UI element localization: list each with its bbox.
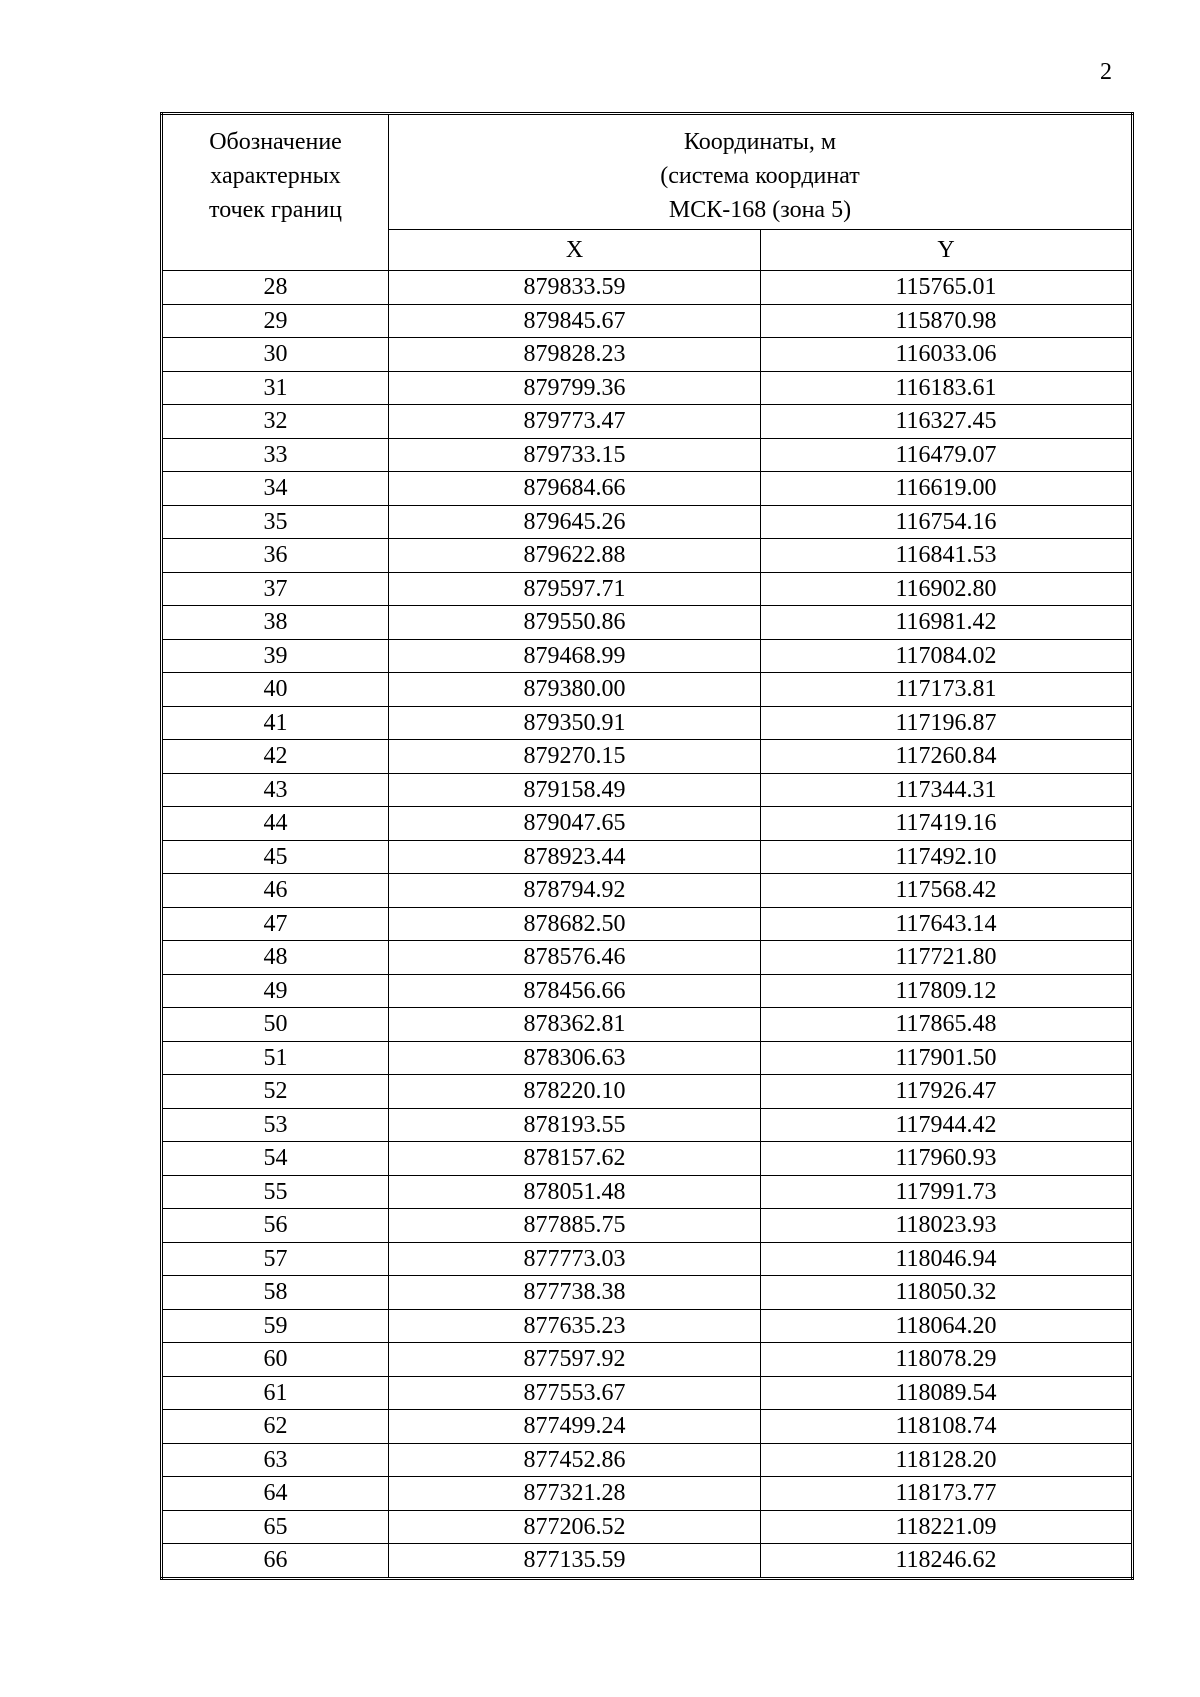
- table-row: [162, 1544, 1133, 1579]
- y-coordinate-cell: 118089.54: [761, 1376, 1133, 1410]
- point-number-cell: 39: [162, 639, 389, 673]
- y-coordinate-cell: 118246.62: [761, 1544, 1133, 1579]
- x-coordinate-cell: 879158.49: [389, 773, 761, 807]
- y-coordinate-cell: 118023.93: [761, 1209, 1133, 1243]
- point-number-cell: 56: [162, 1209, 389, 1243]
- y-coordinate-cell: 118064.20: [761, 1309, 1133, 1343]
- point-number-cell: 47: [162, 907, 389, 941]
- x-coordinate-cell: 877206.52: [389, 1510, 761, 1544]
- table-row: [162, 1209, 1133, 1243]
- point-number-cell: 60: [162, 1343, 389, 1377]
- x-coordinate-cell: 879597.71: [389, 572, 761, 606]
- table-row: [162, 840, 1133, 874]
- x-coordinate-cell: 878157.62: [389, 1142, 761, 1176]
- point-number-cell: 43: [162, 773, 389, 807]
- y-coordinate-cell: 116981.42: [761, 606, 1133, 640]
- x-coordinate-cell: 879799.36: [389, 371, 761, 405]
- y-column-header: Y: [761, 230, 1133, 271]
- y-coordinate-cell: 115870.98: [761, 304, 1133, 338]
- table-row: [162, 639, 1133, 673]
- y-coordinate-cell: 115765.01: [761, 271, 1133, 305]
- x-coordinate-cell: 879828.23: [389, 338, 761, 372]
- table-row: [162, 338, 1133, 372]
- table-row: [162, 773, 1133, 807]
- x-coordinate-cell: 879622.88: [389, 539, 761, 573]
- table-row: [162, 1376, 1133, 1410]
- x-coordinate-cell: 879833.59: [389, 271, 761, 305]
- y-coordinate-cell: 117492.10: [761, 840, 1133, 874]
- y-coordinate-cell: 116754.16: [761, 505, 1133, 539]
- y-coordinate-cell: 117721.80: [761, 941, 1133, 975]
- table-row: [162, 572, 1133, 606]
- table-header: [162, 114, 1133, 271]
- x-coordinate-cell: 878682.50: [389, 907, 761, 941]
- point-number-cell: 36: [162, 539, 389, 573]
- x-coordinate-cell: 877635.23: [389, 1309, 761, 1343]
- y-coordinate-cell: 118078.29: [761, 1343, 1133, 1377]
- table-row: [162, 1075, 1133, 1109]
- x-coordinate-cell: 879773.47: [389, 405, 761, 439]
- point-number-cell: 62: [162, 1410, 389, 1444]
- table-row: [162, 907, 1133, 941]
- x-coordinate-cell: 879380.00: [389, 673, 761, 707]
- table-row: [162, 1008, 1133, 1042]
- y-coordinate-cell: 117196.87: [761, 706, 1133, 740]
- point-number-cell: 66: [162, 1544, 389, 1579]
- table-row: [162, 1242, 1133, 1276]
- x-coordinate-cell: 877773.03: [389, 1242, 761, 1276]
- point-number-cell: 34: [162, 472, 389, 506]
- point-number-cell: 53: [162, 1108, 389, 1142]
- x-coordinate-cell: 879468.99: [389, 639, 761, 673]
- table-row: [162, 941, 1133, 975]
- y-coordinate-cell: 116183.61: [761, 371, 1133, 405]
- x-coordinate-cell: 877321.28: [389, 1477, 761, 1511]
- coord-header-line-1: Координаты, м: [683, 129, 837, 155]
- point-number-cell: 59: [162, 1309, 389, 1343]
- point-designation-header: [162, 114, 389, 271]
- point-number-cell: 38: [162, 606, 389, 640]
- y-coordinate-cell: 118046.94: [761, 1242, 1133, 1276]
- table-row: [162, 405, 1133, 439]
- point-number-cell: 57: [162, 1242, 389, 1276]
- point-number-cell: 35: [162, 505, 389, 539]
- point-number-cell: 32: [162, 405, 389, 439]
- table-row: [162, 673, 1133, 707]
- page-number: 2: [1100, 59, 1112, 85]
- x-coordinate-cell: 879350.91: [389, 706, 761, 740]
- x-coordinate-cell: 877597.92: [389, 1343, 761, 1377]
- point-header-line-3: точек границ: [209, 197, 342, 223]
- point-number-cell: 48: [162, 941, 389, 975]
- table-row: [162, 1142, 1133, 1176]
- y-coordinate-cell: 116902.80: [761, 572, 1133, 606]
- table-row: [162, 1443, 1133, 1477]
- point-number-cell: 30: [162, 338, 389, 372]
- x-coordinate-cell: 879733.15: [389, 438, 761, 472]
- x-coordinate-cell: 877553.67: [389, 1376, 761, 1410]
- x-coordinate-cell: 878220.10: [389, 1075, 761, 1109]
- x-coordinate-cell: 879550.86: [389, 606, 761, 640]
- y-coordinate-cell: 117809.12: [761, 974, 1133, 1008]
- y-coordinate-cell: 117926.47: [761, 1075, 1133, 1109]
- point-number-cell: 40: [162, 673, 389, 707]
- x-coordinate-cell: 879845.67: [389, 304, 761, 338]
- point-number-cell: 51: [162, 1041, 389, 1075]
- point-number-cell: 41: [162, 706, 389, 740]
- table-row: [162, 807, 1133, 841]
- point-number-cell: 44: [162, 807, 389, 841]
- y-coordinate-cell: 118108.74: [761, 1410, 1133, 1444]
- table-row: [162, 1041, 1133, 1075]
- point-number-cell: 33: [162, 438, 389, 472]
- point-header-line-1: Обозначение: [209, 129, 342, 155]
- table-row: [162, 1108, 1133, 1142]
- table-row: [162, 606, 1133, 640]
- table-row: [162, 1343, 1133, 1377]
- point-number-cell: 31: [162, 371, 389, 405]
- x-coordinate-cell: 878794.92: [389, 874, 761, 908]
- y-coordinate-cell: 118173.77: [761, 1477, 1133, 1511]
- point-number-cell: 28: [162, 271, 389, 305]
- x-coordinate-cell: 878576.46: [389, 941, 761, 975]
- y-coordinate-cell: 117568.42: [761, 874, 1133, 908]
- y-coordinate-cell: 117260.84: [761, 740, 1133, 774]
- table-row: [162, 505, 1133, 539]
- y-coordinate-cell: 117419.16: [761, 807, 1133, 841]
- y-coordinate-cell: 117901.50: [761, 1041, 1133, 1075]
- table-row: [162, 271, 1133, 305]
- point-header-line-2: характерных: [210, 163, 341, 189]
- y-coordinate-cell: 117991.73: [761, 1175, 1133, 1209]
- point-number-cell: 54: [162, 1142, 389, 1176]
- x-coordinate-cell: 879047.65: [389, 807, 761, 841]
- table-row: [162, 1477, 1133, 1511]
- point-number-cell: 50: [162, 1008, 389, 1042]
- table-row: [162, 371, 1133, 405]
- point-number-cell: 29: [162, 304, 389, 338]
- x-coordinate-cell: 878456.66: [389, 974, 761, 1008]
- table-row: [162, 706, 1133, 740]
- y-coordinate-cell: 117344.31: [761, 773, 1133, 807]
- table-row: [162, 740, 1133, 774]
- point-number-cell: 45: [162, 840, 389, 874]
- x-coordinate-cell: 879645.26: [389, 505, 761, 539]
- x-coordinate-cell: 877885.75: [389, 1209, 761, 1243]
- x-column-header: X: [389, 230, 761, 271]
- y-coordinate-cell: 116479.07: [761, 438, 1133, 472]
- y-coordinate-cell: 118050.32: [761, 1276, 1133, 1310]
- x-coordinate-cell: 877738.38: [389, 1276, 761, 1310]
- y-coordinate-cell: 117865.48: [761, 1008, 1133, 1042]
- point-number-cell: 52: [162, 1075, 389, 1109]
- point-number-cell: 46: [162, 874, 389, 908]
- x-coordinate-cell: 877452.86: [389, 1443, 761, 1477]
- table-row: [162, 1410, 1133, 1444]
- x-coordinate-cell: 878362.81: [389, 1008, 761, 1042]
- x-coordinate-cell: 878923.44: [389, 840, 761, 874]
- x-coordinate-cell: 878051.48: [389, 1175, 761, 1209]
- point-number-cell: 42: [162, 740, 389, 774]
- table-row: [162, 304, 1133, 338]
- point-number-cell: 58: [162, 1276, 389, 1310]
- y-coordinate-cell: 117084.02: [761, 639, 1133, 673]
- point-number-cell: 65: [162, 1510, 389, 1544]
- coordinates-table: [160, 112, 1134, 1580]
- x-coordinate-cell: 877499.24: [389, 1410, 761, 1444]
- coord-header-line-3: МСК-168 (зона 5): [668, 197, 852, 223]
- y-coordinate-cell: 116033.06: [761, 338, 1133, 372]
- table-row: [162, 974, 1133, 1008]
- x-coordinate-cell: 879270.15: [389, 740, 761, 774]
- y-coordinate-cell: 118221.09: [761, 1510, 1133, 1544]
- y-coordinate-cell: 116327.45: [761, 405, 1133, 439]
- y-coordinate-cell: 117960.93: [761, 1142, 1133, 1176]
- point-number-cell: 63: [162, 1443, 389, 1477]
- y-coordinate-cell: 117173.81: [761, 673, 1133, 707]
- point-number-cell: 37: [162, 572, 389, 606]
- y-coordinate-cell: 116841.53: [761, 539, 1133, 573]
- table-row: [162, 1175, 1133, 1209]
- point-number-cell: 55: [162, 1175, 389, 1209]
- point-number-cell: 49: [162, 974, 389, 1008]
- y-coordinate-cell: 118128.20: [761, 1443, 1133, 1477]
- y-coordinate-cell: 117643.14: [761, 907, 1133, 941]
- x-coordinate-cell: 879684.66: [389, 472, 761, 506]
- coord-header-line-2: (система координат: [660, 163, 860, 189]
- x-coordinate-cell: 878193.55: [389, 1108, 761, 1142]
- point-number-cell: 64: [162, 1477, 389, 1511]
- table-row: [162, 539, 1133, 573]
- table-row: [162, 1309, 1133, 1343]
- table-row: [162, 1276, 1133, 1310]
- y-coordinate-cell: 117944.42: [761, 1108, 1133, 1142]
- x-coordinate-cell: 877135.59: [389, 1544, 761, 1579]
- x-coordinate-cell: 878306.63: [389, 1041, 761, 1075]
- y-coordinate-cell: 116619.00: [761, 472, 1133, 506]
- coordinates-group-header: [389, 114, 1133, 230]
- table-row: [162, 472, 1133, 506]
- table-row: [162, 1510, 1133, 1544]
- table-row: [162, 874, 1133, 908]
- table-row: [162, 438, 1133, 472]
- point-number-cell: 61: [162, 1376, 389, 1410]
- table-body: [162, 271, 1133, 1579]
